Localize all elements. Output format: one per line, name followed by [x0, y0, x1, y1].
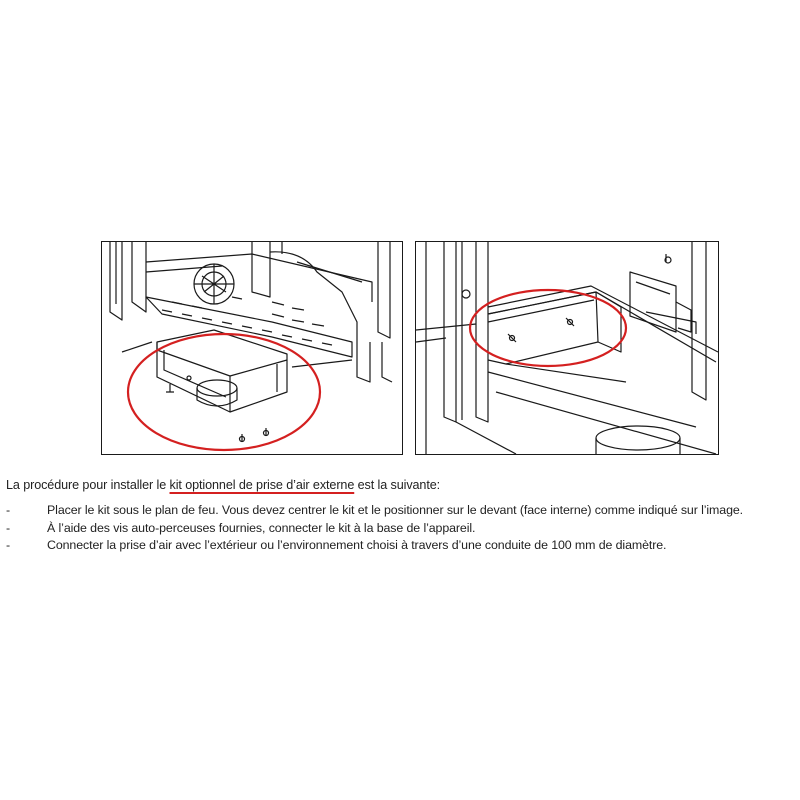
step-bullet: -: [6, 520, 11, 535]
kit-installed-front-drawing: [416, 242, 718, 454]
intro-sentence: [6, 478, 440, 492]
step-text: Placer le kit sous le plan de feu. Vous devez centrer le kit et le positionner sur le devant (face interne) comme indiqué sur l’image.: [47, 503, 743, 517]
step-text: À l’aide des vis auto-perceuses fournies, connecter le kit à la base de l’appareil.: [47, 520, 476, 535]
figure-kit-under-appliance: [101, 241, 403, 455]
step-text: Connecter la prise d’air avec l’extérieur ou l’environnement choisi à travers d’une conduite de 100 mm de diamètre.: [47, 538, 667, 552]
figure-kit-installed-front: [415, 241, 719, 455]
intro-before: La procédure pour installer le: [6, 477, 170, 492]
step-item: [0, 502, 743, 520]
step-bullet: -: [6, 538, 11, 552]
intro-after: est la suivante:: [354, 477, 441, 492]
step-bullet: -: [6, 503, 11, 517]
step-item: [0, 520, 743, 538]
steps-list: [0, 502, 743, 555]
kit-under-appliance-drawing: [102, 242, 402, 454]
highlight-circle-left: [128, 334, 320, 450]
intro-highlight: kit optionnel de prise d’air externe: [169, 477, 355, 492]
step-item: [0, 537, 743, 555]
